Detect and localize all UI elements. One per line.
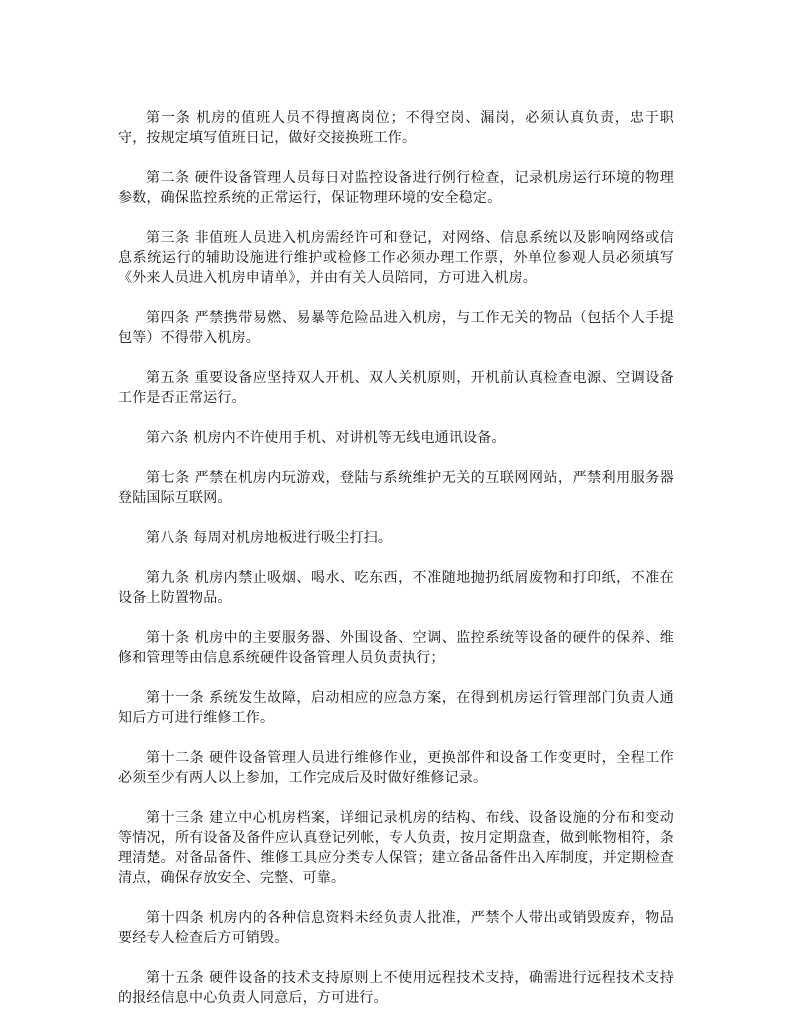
regulation-text bbox=[118, 108, 674, 1028]
clause-4: 第四条 严禁携带易燃、易暴等危险品进入机房，与工作无关的物品（包括个人手提包等）不得带入机房。 bbox=[118, 310, 674, 346]
clause-10: 第十条 机房中的主要服务器、外围设备、空调、监控系统等设备的硬件的保养、维修和管理等由信息系统硬件设备管理人员负责执行； bbox=[118, 630, 674, 666]
clause-14: 第十四条 机房内的各种信息资料未经负责人批准，严禁个人带出或销毁废弃，物品要经专人检查后方可销毁。 bbox=[118, 910, 674, 946]
clause-2: 第二条 硬件设备管理人员每日对监控设备进行例行检查，记录机房运行环境的物理参数，确保监控系统的正常运行，保证物理环境的安全稳定。 bbox=[118, 170, 674, 206]
clause-1: 第一条 机房的值班人员不得擅离岗位；不得空岗、漏岗，必须认真负责，忠于职守，按规定填写值班日记，做好交接换班工作。 bbox=[118, 110, 674, 146]
clause-7: 第七条 严禁在机房内玩游戏，登陆与系统维护无关的互联网网站，严禁利用服务器登陆国际互联网。 bbox=[118, 470, 674, 506]
clause-12: 第十二条 硬件设备管理人员进行维修作业，更换部件和设备工作变更时，全程工作必须至少有两人以上参加，工作完成后及时做好维修记录。 bbox=[118, 750, 674, 786]
clause-6: 第六条 机房内不许使用手机、对讲机等无线电通讯设备。 bbox=[146, 430, 506, 446]
clause-11: 第十一条 系统发生故障，启动相应的应急方案，在得到机房运行管理部门负责人通知后方可进行维修工作。 bbox=[118, 690, 674, 726]
clause-3: 第三条 非值班人员进入机房需经许可和登记，对网络、信息系统以及影响网络或信息系统运行的辅助设施进行维护或检修工作必须办理工作票，外单位参观人员必须填写《外来人员进入机房申请单》，并由有关人员陪同，方可进入机房。 bbox=[118, 230, 674, 286]
clause-15: 第十五条 硬件设备的技术支持原则上不使用远程技术支持，确需进行远程技术支持的报经信息中心负责人同意后，方可进行。 bbox=[118, 970, 674, 1006]
clause-9: 第九条 机房内禁止吸烟、喝水、吃东西，不准随地抛扔纸屑废物和打印纸，不准在设备上防置物品。 bbox=[118, 570, 674, 606]
clause-13: 第十三条 建立中心机房档案，详细记录机房的结构、布线、设备设施的分布和变动等情况，所有设备及备件应认真登记列帐，专人负责，按月定期盘查，做到帐物相符，条理清楚。对备品备件、维修工具应分类专人保管；建立备品备件出入库制度，并定期检查清点，确保存放安全、完整、可靠。 bbox=[118, 810, 674, 886]
clause-5: 第五条 重要设备应坚持双人开机、双人关机原则，开机前认真检查电源、空调设备工作是否正常运行。 bbox=[118, 370, 674, 406]
clause-8: 第八条 每周对机房地板进行吸尘打扫。 bbox=[146, 530, 393, 546]
